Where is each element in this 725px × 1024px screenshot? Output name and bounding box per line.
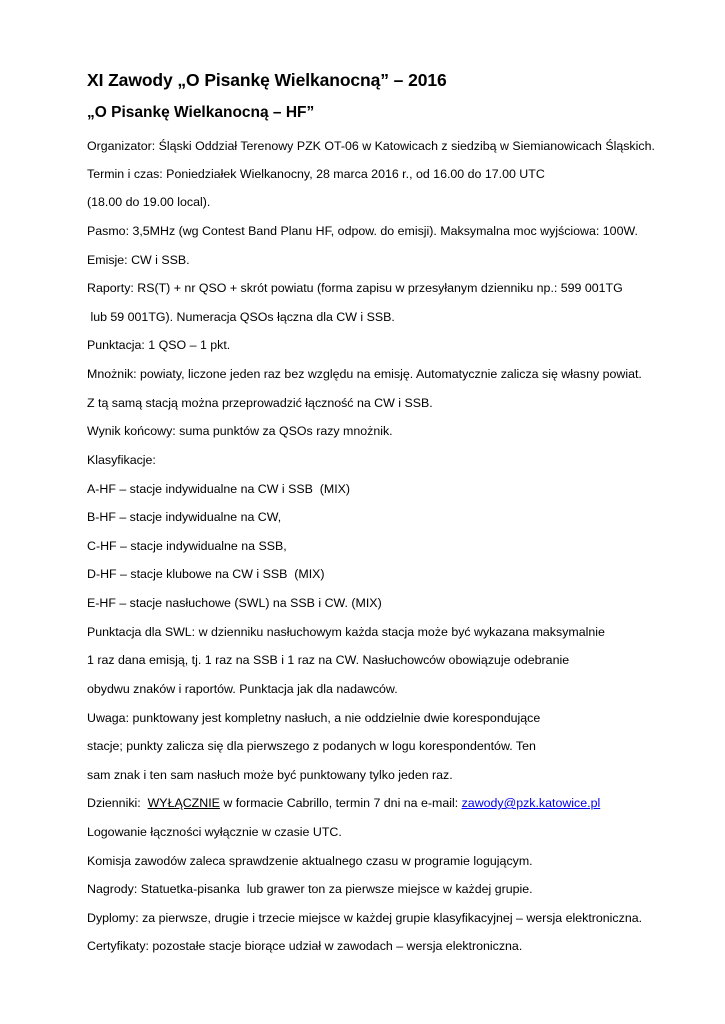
- multiplier-line: Mnożnik: powiaty, liczone jeden raz bez względu na emisję. Automatycznie zalicza się własny powiat.: [87, 367, 642, 381]
- logs-middle: w formacie Cabrillo, termin 7 dni na e-mail:: [219, 796, 462, 810]
- swl-scoring-line: Punktacja dla SWL: w dzienniku nasłuchowym każda stacja może być wykazana maksymalnie: [87, 625, 605, 639]
- document-subtitle: „O Pisankę Wielkanocną – HF”: [87, 104, 315, 121]
- swl-scoring-line-2: 1 raz dana emisją, tj. 1 raz na SSB i 1 raz na CW. Nasłuchowców obowiązuje odebranie: [87, 653, 570, 667]
- scoring-line: Punktacja: 1 QSO – 1 pkt.: [87, 338, 231, 352]
- document-title: XI Zawody „O Pisankę Wielkanocną” – 2016: [87, 70, 447, 90]
- organizer-line: Organizator: Śląski Oddział Terenowy PZK OT-06 w Katowicach z siedzibą w Siemianowicach Śląskich.: [87, 139, 655, 153]
- class-a-line: A-HF – stacje indywidualne na CW i SSB (MIX): [87, 482, 351, 496]
- awards-line: Nagrody: Statuetka-pisanka lub grawer ton za pierwsze miejsce w każdej grupie.: [87, 882, 533, 896]
- logging-utc-line: Logowanie łączności wyłącznie w czasie UTC.: [87, 825, 342, 839]
- logs-prefix: Dzienniki:: [87, 796, 148, 810]
- logs-line: [87, 795, 600, 811]
- committee-line: Komisja zawodów zaleca sprawdzenie aktualnego czasu w programie logującym.: [87, 854, 533, 868]
- reports-line: Raporty: RS(T) + nr QSO + skrót powiatu (forma zapisu w przesyłanym dzienniku np.: 599 001TG: [87, 281, 623, 295]
- band-line: Pasmo: 3,5MHz (wg Contest Band Planu HF, odpow. do emisji). Maksymalna moc wyjściowa: 100W.: [87, 224, 638, 238]
- swl-scoring-line-3: obydwu znaków i raportów. Punktacja jak dla nadawców.: [87, 682, 398, 696]
- class-e-line: E-HF – stacje nasłuchowe (SWL) na SSB i CW. (MIX): [87, 596, 382, 610]
- class-c-line: C-HF – stacje indywidualne na SSB,: [87, 539, 287, 553]
- note-line-2: stacje; punkty zalicza się dla pierwszego z podanych w logu korespondentów. Ten: [87, 739, 536, 753]
- schedule-line: Termin i czas: Poniedziałek Wielkanocny, 28 marca 2016 r., od 16.00 do 17.00 UTC: [87, 167, 545, 181]
- same-station-line: Z tą samą stacją można przeprowadzić łączność na CW i SSB.: [87, 396, 433, 410]
- final-score-line: Wynik końcowy: suma punktów za QSOs razy mnożnik.: [87, 424, 393, 438]
- classifications-heading: Klasyfikacje:: [87, 453, 156, 467]
- email-link[interactable]: zawody@pzk.katowice.pl: [461, 796, 601, 810]
- class-d-line: D-HF – stacje klubowe na CW i SSB (MIX): [87, 567, 325, 581]
- local-time-line: (18.00 do 19.00 local).: [87, 195, 211, 209]
- note-line: Uwaga: punktowany jest kompletny nasłuch, a nie oddzielnie dwie korespondujące: [87, 711, 541, 725]
- class-b-line: B-HF – stacje indywidualne na CW,: [87, 510, 282, 524]
- certificates-line: Certyfikaty: pozostałe stacje biorące udział w zawodach – wersja elektroniczna.: [87, 939, 523, 953]
- modes-line: Emisje: CW i SSB.: [87, 253, 190, 267]
- note-line-3: sam znak i ten sam nasłuch może być punktowany tylko jeden raz.: [87, 768, 453, 782]
- reports-line-cont: lub 59 001TG). Numeracja QSOs łączna dla CW i SSB.: [87, 310, 395, 324]
- diplomas-line: Dyplomy: za pierwsze, drugie i trzecie miejsce w każdej grupie klasyfikacyjnej – wersja elektroniczna.: [87, 911, 643, 925]
- logs-emphasis: WYŁĄCZNIE: [147, 796, 220, 810]
